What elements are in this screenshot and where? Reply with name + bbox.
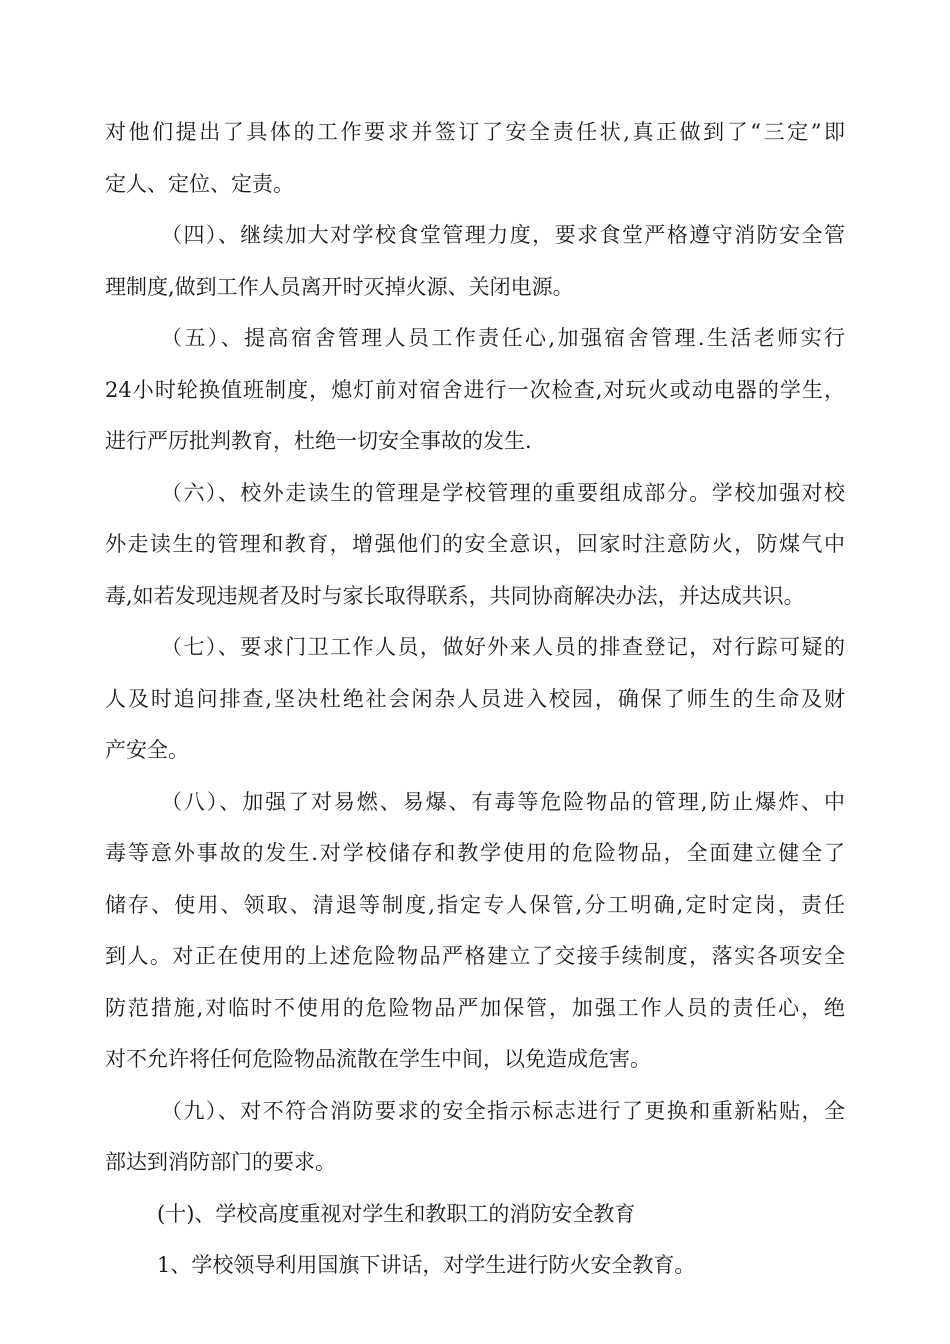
text-line: （八）、加强了对易燃、易爆、有毒等危险物品的管理,防止爆炸、中: [161, 789, 845, 814]
text-line: 进行严厉批判教育，杜绝一切安全事故的发生.: [105, 429, 532, 453]
text-line: 防范措施,对临时不使用的危险物品严加保管，加强工作人员的责任心，绝: [105, 995, 845, 1020]
text-line: 到人。对正在使用的上述危险物品严格建立了交接手续制度，落实各项安全: [105, 944, 845, 968]
text-line: 对不允许将任何危险物品流散在学生中间，以免造成危害。: [105, 1047, 651, 1071]
text-line: 1、学校领导利用国旗下讲话，对学生进行防火安全教育。: [157, 1253, 696, 1277]
paragraph-item-1-flag-speech: [105, 1245, 845, 1297]
paragraph-section-6-day-students: [105, 473, 845, 628]
text-line: （九）、对不符合消防要求的安全指示标志进行了更换和重新粘贴，全: [161, 1098, 845, 1123]
text-line: （四）、继续加大对学校食堂管理力度，要求食堂严格遵守消防安全管: [161, 223, 845, 247]
text-line: 储存、使用、领取、清退等制度,指定专人保管,分工明确,定时定岗，责任: [105, 892, 845, 917]
text-line: 外走读生的管理和教育，增强他们的安全意识，回家时注意防火，防煤气中: [105, 532, 845, 556]
text-line: 人及时追问排查,坚决杜绝社会闲杂人员进入校园，确保了师生的生命及财: [105, 686, 845, 711]
paragraph-section-5-dormitory: [105, 318, 845, 473]
text-line: 毒,如若发现违规者及时与家长取得联系，共同协商解决办法，并达成共识。: [105, 583, 805, 608]
paragraph-section-10-education-heading: [105, 1194, 845, 1246]
paragraph-section-9-signage: [105, 1091, 845, 1194]
text-line: 24小时轮换值班制度，熄灯前对宿舍进行一次检查,对玩火或动电器的学生，: [105, 377, 845, 402]
paragraph-section-7-gatekeeper: [105, 627, 845, 782]
text-line: 对他们提出了具体的工作要求并签订了安全责任状,真正做到了“三定”即: [105, 120, 845, 144]
paragraph-responsibility-continuation: [105, 112, 845, 215]
text-line: 毒等意外事故的发生.对学校储存和教学使用的危险物品，全面建立健全了: [105, 841, 845, 865]
text-line: 理制度,做到工作人员离开时灭掉火源、关闭电源。: [105, 274, 574, 299]
text-line: 产安全。: [105, 738, 189, 762]
text-line: (十)、学校高度重视对学生和教职工的消防安全教育: [157, 1201, 636, 1226]
document-body: [105, 112, 845, 1297]
paragraph-section-8-hazardous-materials: [105, 782, 845, 1091]
text-line: （五）、提高宿舍管理人员工作责任心,加强宿舍管理.生活老师实行: [161, 326, 845, 350]
text-line: 部达到消防部门的要求。: [105, 1150, 336, 1174]
text-line: （七）、要求门卫工作人员，做好外来人员的排查登记，对行踪可疑的: [161, 635, 845, 659]
text-line: （六）、校外走读生的管理是学校管理的重要组成部分。学校加强对校: [161, 480, 845, 505]
paragraph-section-4-canteen: [105, 215, 845, 318]
text-line: 定人、定位、定责。: [105, 171, 294, 196]
